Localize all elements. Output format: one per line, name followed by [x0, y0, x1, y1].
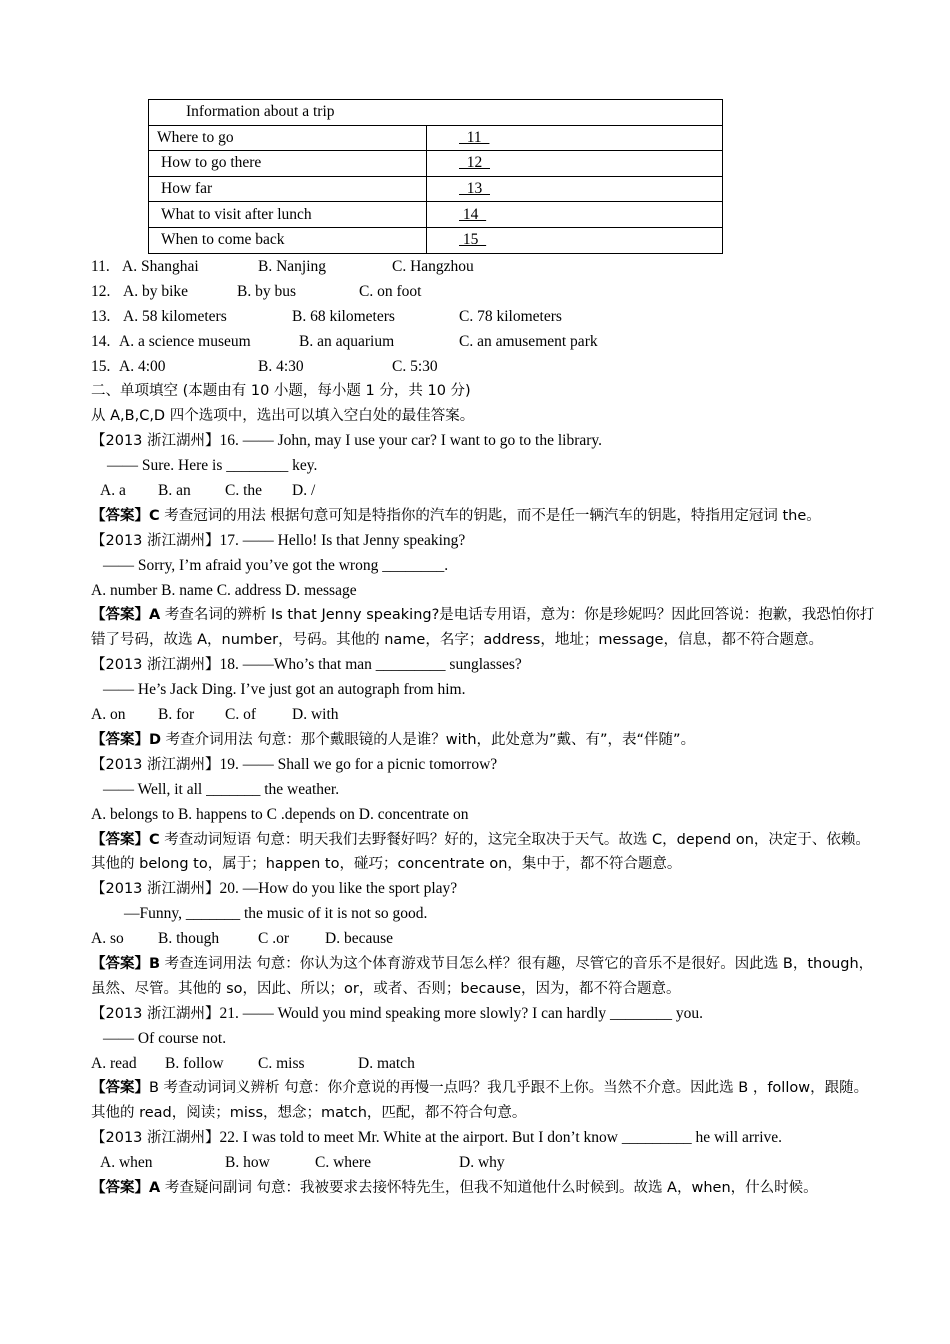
list-item: 12. A. by bike B. by bus C. on foot [91, 282, 422, 300]
blank-12: 12 [459, 154, 490, 172]
table-row [149, 151, 723, 177]
list-item: 13. A. 58 kilometers B. 68 kilometers C. 78 kilometers [91, 307, 562, 325]
answer-21: 【答案】B 考查动词词义辨析 句意：你介意说的再慢一点吗？我几乎跟不上你。当然不介意。因此选 B ，follow，跟随。其他的 read，阅读；miss，想念；match，匹配，都不符合句意。 [91, 1080, 869, 1122]
options-17: A. number B. name C. address D. message [91, 581, 357, 599]
table-row [149, 176, 723, 202]
list-item: 15. A. 4:00 B. 4:30 C. 5:30 [91, 357, 438, 375]
blank-14: 14 [459, 205, 487, 223]
table-title: Information about a trip [149, 100, 723, 126]
row-label: What to visit after lunch [149, 202, 427, 228]
document-body: 11. A. Shanghai B. Nanjing C. Hangzhou 12. A. by bike B. by bus C. on foot 13. A. 58 kilometers B. 68 kilometers C. 78 kilometers 14. A. a science museum B. an aquarium C. an amusement park 15. A. 4:00 B. 4:30 C. 5:30 二、单项填空 (本题由有 10 小题，每小题 1 分，共 10 分) 从 A,B,C,D 四个选项中，选出可以填入空白处的最佳答案。 【2013 浙江湖州】16. —— John, may I use your car? I want to go to the library. —— Sure. Here is ________ key. A. a B. an C. the D. / 【答案】C 考查冠词的用法 根据句意可知是特指你的汽车的钥匙，而不是任一辆汽车的钥匙，特指用定冠词 the。 【2013 浙江湖州】17. —— Hello! Is that Jenny speaking? —— Sorry, I’m afraid you’ve got the wrong ________. A. number B. name C. address D. message 【答案】A 考查名词的辨析 Is that Jenny speaking?是电话专用语，意为：你是珍妮吗？因此回答说：抱歉，我恐怕你打错了号码，故选 A，number，号码。其他的 name，名字；address，地址；message，信息，都不符合题意。 【2013 浙江湖州】18. ——Who’s that man _________ sunglasses? —— He’s Jack Ding. I’ve just got an autograph from him. A. on B. for C. of D. with 【答案】D 考查介词用法 句意：那个戴眼镜的人是谁？with，此处意为”戴、有”，表“伴随”。 【2013 浙江湖州】19. —— Shall we go for a picnic tomorrow? —— Well, it all _______ the weather. A. belongs to B. happens to C .depends on D. concentrate on 【答案】C 考查动词短语 句意：明天我们去野餐好吗？好的，这完全取决于天气。故选 C，depend on，决定于、依赖。其他的 belong to，属于；happen to，碰巧；concentrate on，集中于，都不符合题意。 【2013 浙江湖州】20. —How do you like the sport play? —Funny, _______ the music of it is not so good. A. so B. though C .or D. because 【答案】B 考查连词用法 句意：你认为这个体育游戏节目怎么样？很有趣，尽管它的音乐不是很好。因此选 B，though，虽然、尽管。其他的 so，因此、所以；or，或者、否则；because，因为，都不符合题意。 【2013 浙江湖州】21. —— Would you mind speaking more slowly? I can hardly ________ you. —— Of course not. A. read B. follow C. miss D. match 【答案】B 考查动词词义辨析 句意：你介意说的再慢一点吗？我几乎跟不上你。当然不介意。因此选 B ，follow，跟随。其他的 read，阅读；miss，想念；match，匹配，都不符合句意。 【2013 浙江湖州】22. I was told to meet Mr. White at the airport. But I don’t know _________ he will arrive. A. when B. how C. where D. why 【答案】A 考查疑问副词 句意：我被要求去接怀特先生，但我不知道他什么时候到。故选 A，when，什么时候。 [91, 255, 881, 1201]
section-instruction: 从 A,B,C,D 四个选项中，选出可以填入空白处的最佳答案。 [91, 408, 475, 425]
answer-17: 【答案】A 考查名词的辨析 Is that Jenny speaking?是电话专用语，意为：你是珍妮吗？因此回答说：抱歉，我恐怕你打错了号码，故选 A，number，号码。其他的 name，名字；address，地址；message，信息，都不符合题意。 [91, 607, 875, 649]
row-label: Where to go [149, 125, 427, 151]
options-19: A. belongs to B. happens to C .depends on D. concentrate on [91, 805, 469, 823]
answer-20: 【答案】B 考查连词用法 句意：你认为这个体育游戏节目怎么样？很有趣，尽管它的音乐不是很好。因此选 B，though，虽然、尽管。其他的 so，因此、所以；or，或者、否则；because，因为，都不符合题意。 [91, 956, 874, 997]
options-18: A. on B. for C. of D. with [91, 706, 339, 724]
trip-info-table [148, 99, 723, 254]
table-row [149, 227, 723, 253]
blank-11: 11 [459, 128, 490, 146]
options-22: A. when B. how C. where D. why [100, 1154, 505, 1172]
table-row [149, 202, 723, 228]
answer-18: 【答案】D 考查介词用法 句意：那个戴眼镜的人是谁？with，此处意为”戴、有”，表“伴随”。 [91, 731, 696, 748]
row-label: How far [149, 176, 427, 202]
question-20: 【2013 浙江湖州】20. —How do you like the sport play? [91, 880, 458, 898]
options-16: A. a B. an C. the D. / [100, 482, 316, 500]
answer-19: 【答案】C 考查动词短语 句意：明天我们去野餐好吗？好的，这完全取决于天气。故选 C，depend on，决定于、依赖。其他的 belong to，属于；happen to，碰巧；concentrate on，集中于，都不符合题意。 [91, 831, 870, 873]
list-item: 14. A. a science museum B. an aquarium C. an amusement park [91, 332, 598, 350]
answer-22: 【答案】A 考查疑问副词 句意：我被要求去接怀特先生，但我不知道他什么时候到。故选 A，when，什么时候。 [91, 1180, 818, 1197]
row-label: How to go there [149, 151, 427, 177]
blank-15: 15 [459, 231, 487, 249]
table-row [149, 125, 723, 151]
question-22: 【2013 浙江湖州】22. I was told to meet Mr. White at the airport. But I don’t know _________ he will arrive. [91, 1129, 783, 1147]
options-20: A. so B. though C .or D. because [91, 930, 393, 948]
question-21: 【2013 浙江湖州】21. —— Would you mind speaking more slowly? I can hardly ________ you. [91, 1004, 704, 1022]
answer-16: 【答案】C 考查冠词的用法 根据句意可知是特指你的汽车的钥匙，而不是任一辆汽车的钥匙，特指用定冠词 the。 [91, 507, 821, 524]
section-heading: 二、单项填空 (本题由有 10 小题，每小题 1 分，共 10 分) [91, 383, 471, 400]
question-18: 【2013 浙江湖州】18. ——Who’s that man _________ sunglasses? [91, 656, 522, 674]
table-title-row [149, 100, 723, 126]
question-19: 【2013 浙江湖州】19. —— Shall we go for a picnic tomorrow? [91, 755, 498, 773]
options-21: A. read B. follow C. miss D. match [91, 1054, 415, 1072]
question-16: 【2013 浙江湖州】16. —— John, may I use your car? I want to go to the library. [91, 432, 603, 450]
question-17: 【2013 浙江湖州】17. —— Hello! Is that Jenny speaking? [91, 531, 466, 549]
list-item: 11. A. Shanghai B. Nanjing C. Hangzhou [91, 258, 474, 275]
row-label: When to come back [149, 227, 427, 253]
blank-13: 13 [459, 180, 490, 198]
